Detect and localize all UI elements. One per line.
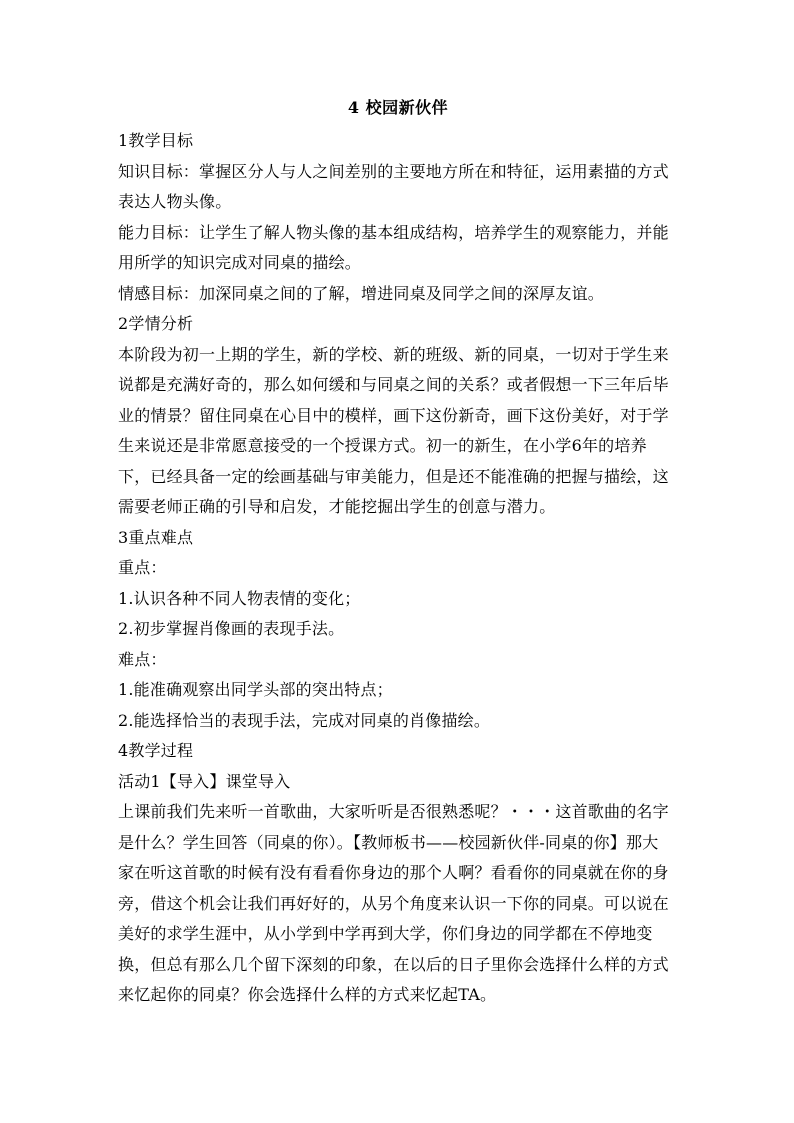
paragraph-line: 换，但总有那么几个留下深刻的印象，在以后的日子里你会选择什么样的方式 [118,954,669,974]
paragraph-line: 是什么？学生回答（同桌的你）。【教师板书——校园新伙伴-同桌的你】那大 [118,832,659,852]
list-item: 2.能选择恰当的表现手法，完成对同桌的肖像描绘。 [118,710,491,730]
document-body [118,126,678,1011]
paragraph-line: 说都是充满好奇的，那么如何缓和与同桌之间的关系？或者假想一下三年后毕 [118,375,669,394]
paragraph-line: 表达人物头像。 [118,192,232,211]
activity-heading: 活动1【导入】课堂导入 [118,771,291,791]
section-heading-key-points: 3重点难点 [118,527,194,547]
paragraph-line: 需要老师正确的引导和启发，才能挖掘出学生的创意与潜力。 [118,497,556,516]
document-title: 4 校园新伙伴 [347,98,449,117]
list-item: 1.认识各种不同人物表情的变化； [118,588,361,608]
paragraph-line: 用所学的知识完成对同桌的描绘。 [118,253,362,272]
paragraph-line: 上课前我们先来听一首歌曲，大家听听是否很熟悉呢？・・・这首歌曲的名字 [118,802,669,821]
list-item: 1.能准确观察出同学头部的突出特点； [118,680,393,699]
paragraph-line: 来忆起你的同桌？你会选择什么样的方式来忆起TA。 [118,985,497,1004]
section-heading-process: 4教学过程 [118,741,194,760]
subheading-key: 重点： [118,558,167,577]
paragraph-line: 美好的求学生涯中，从小学到中学再到大学，你们身边的同学都在不停地变 [118,924,653,943]
paragraph-line: 能力目标：让学生了解人物头像的基本组成结构，培养学生的观察能力，并能 [118,222,669,242]
paragraph-line: 生来说还是非常愿意接受的一个授课方式。初一的新生，在小学6年的培养 [118,436,647,455]
subheading-difficult: 难点： [118,649,167,669]
section-heading-objectives: 1教学目标 [118,131,194,150]
paragraph-line: 下，已经具备一定的绘画基础与审美能力，但是还不能准确的把握与描绘，这 [118,466,669,486]
paragraph-line: 家在听这首歌的时候有没有看看你身边的那个人啊？看看你的同桌就在你的身 [118,863,669,882]
list-item: 2.初步掌握肖像画的表现手法。 [118,619,345,638]
paragraph-line: 业的情景？留住同桌在心目中的模样，画下这份新奇，画下这份美好，对于学 [118,405,669,425]
paragraph-line: 知识目标：掌握区分人与人之间差别的主要地方所在和特征，运用素描的方式 [118,161,669,181]
paragraph-line: 本阶段为初一上期的学生，新的学校、新的班级、新的同桌，一切对于学生来 [118,344,669,364]
paragraph-line: 情感目标：加深同桌之间的了解，增进同桌及同学之间的深厚友谊。 [118,283,605,303]
section-heading-analysis: 2学情分析 [118,314,194,333]
document-page [118,96,678,1011]
paragraph-line: 旁，借这个机会让我们再好好的，从另个角度来认识一下你的同桌。可以说在 [118,893,669,913]
